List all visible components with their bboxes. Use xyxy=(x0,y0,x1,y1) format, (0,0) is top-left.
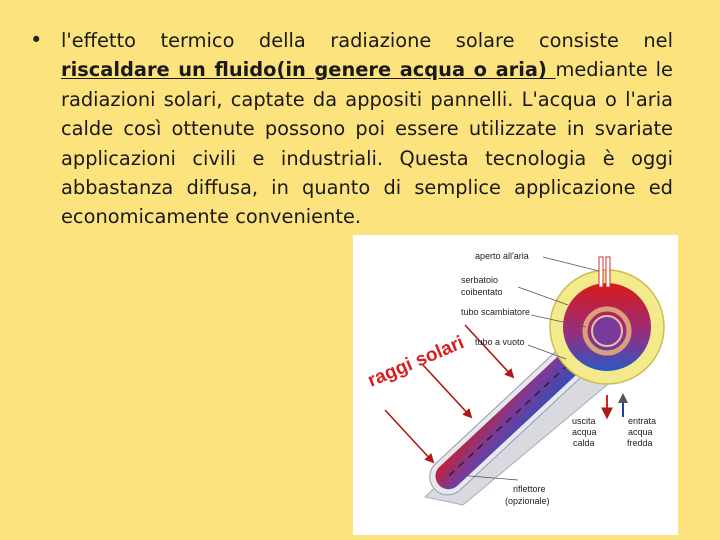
label-riflettore-2: (opzionale) xyxy=(505,496,550,506)
sun-ray-arrow xyxy=(465,325,513,377)
underlined-phrase: riscaldare un fluido(in genere acqua o aria) xyxy=(61,58,556,82)
label-entrata-3: fredda xyxy=(627,438,653,448)
bullet-paragraph xyxy=(61,26,673,232)
label-uscita-3: calda xyxy=(573,438,595,448)
label-serbatoio-1: serbatoio xyxy=(461,275,499,285)
bullet-dot: • xyxy=(30,28,43,52)
label-raggi-solari: raggi solari xyxy=(364,332,468,392)
diagram-svg xyxy=(353,235,678,535)
label-uscita-1: uscita xyxy=(572,416,596,426)
sun-ray-arrow xyxy=(385,410,433,462)
label-aperto: aperto all'aria xyxy=(475,251,529,261)
label-riflettore-1: riflettore xyxy=(513,484,546,494)
label-vuoto: tubo a vuoto xyxy=(475,337,525,347)
vent-pipe xyxy=(599,257,603,287)
paragraph-text-end: mediante le radiazioni solari, captate da appositi pannelli. L'acqua o l'aria calde così ottenute possono poi essere utilizzate in svariate applicazioni civili e industriali. Questa tecnologia è oggi abbastanza diffusa, in quanto di semplice applicazione ed economicamente conveniente. xyxy=(61,58,673,229)
sun-ray-arrow xyxy=(423,365,471,417)
label-scambiatore: tubo scambiatore xyxy=(461,307,531,317)
paragraph-text-start: l'effetto termico della radiazione solare consiste nel xyxy=(61,29,673,52)
label-uscita-2: acqua xyxy=(572,427,597,437)
label-entrata-2: acqua xyxy=(628,427,653,437)
solar-collector-diagram xyxy=(353,235,678,535)
label-serbatoio-2: coibentato xyxy=(461,287,503,297)
label-entrata-1: entrata xyxy=(628,416,657,426)
